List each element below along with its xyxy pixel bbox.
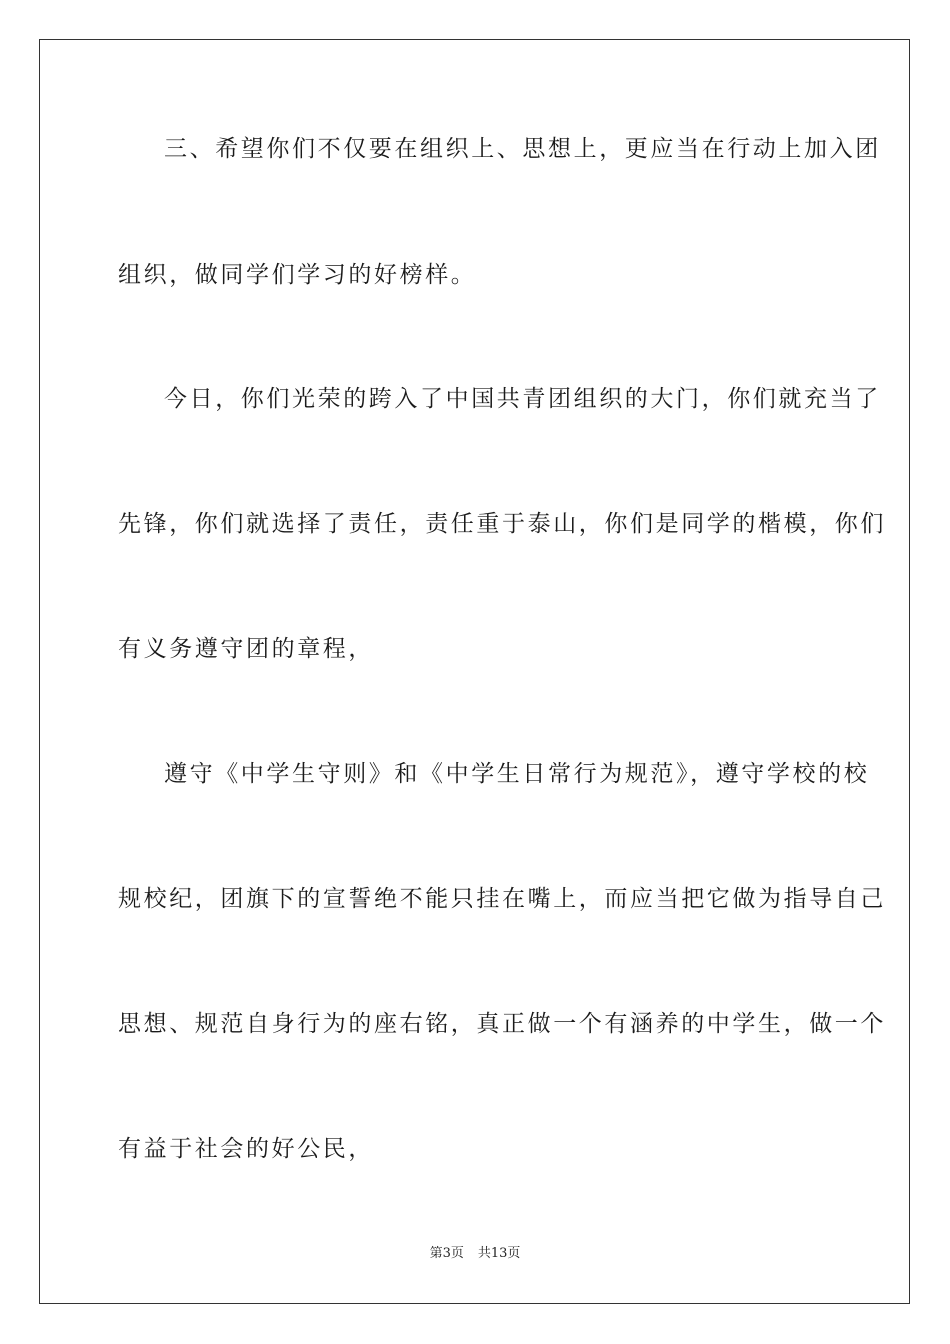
paragraph-line: 有义务遵守团的章程， <box>118 636 374 662</box>
paragraph-line: 规校纪，团旗下的宣誓绝不能只挂在嘴上，而应当把它做为指导自己 <box>118 886 886 912</box>
page-frame <box>39 39 910 1304</box>
paragraph-line: 三、希望你们不仅要在组织上、思想上，更应当在行动上加入团 <box>164 136 881 162</box>
paragraph-line: 思想、规范自身行为的座右铭，真正做一个有涵养的中学生，做一个 <box>118 1011 886 1037</box>
paragraph-line: 先锋，你们就选择了责任，责任重于泰山，你们是同学的楷模，你们 <box>118 511 886 537</box>
page-footer <box>0 1245 950 1263</box>
paragraph-line: 有益于社会的好公民， <box>118 1136 374 1162</box>
paragraph-line: 遵守《中学生守则》和《中学生日常行为规范》，遵守学校的校 <box>164 761 870 787</box>
paragraph-line: 组织，做同学们学习的好榜样。 <box>118 262 477 288</box>
page-number: 第3页 <box>429 1246 464 1261</box>
paragraph-line: 今日，你们光荣的跨入了中国共青团组织的大门，你们就充当了 <box>164 386 881 412</box>
page-total: 共13页 <box>477 1246 521 1261</box>
